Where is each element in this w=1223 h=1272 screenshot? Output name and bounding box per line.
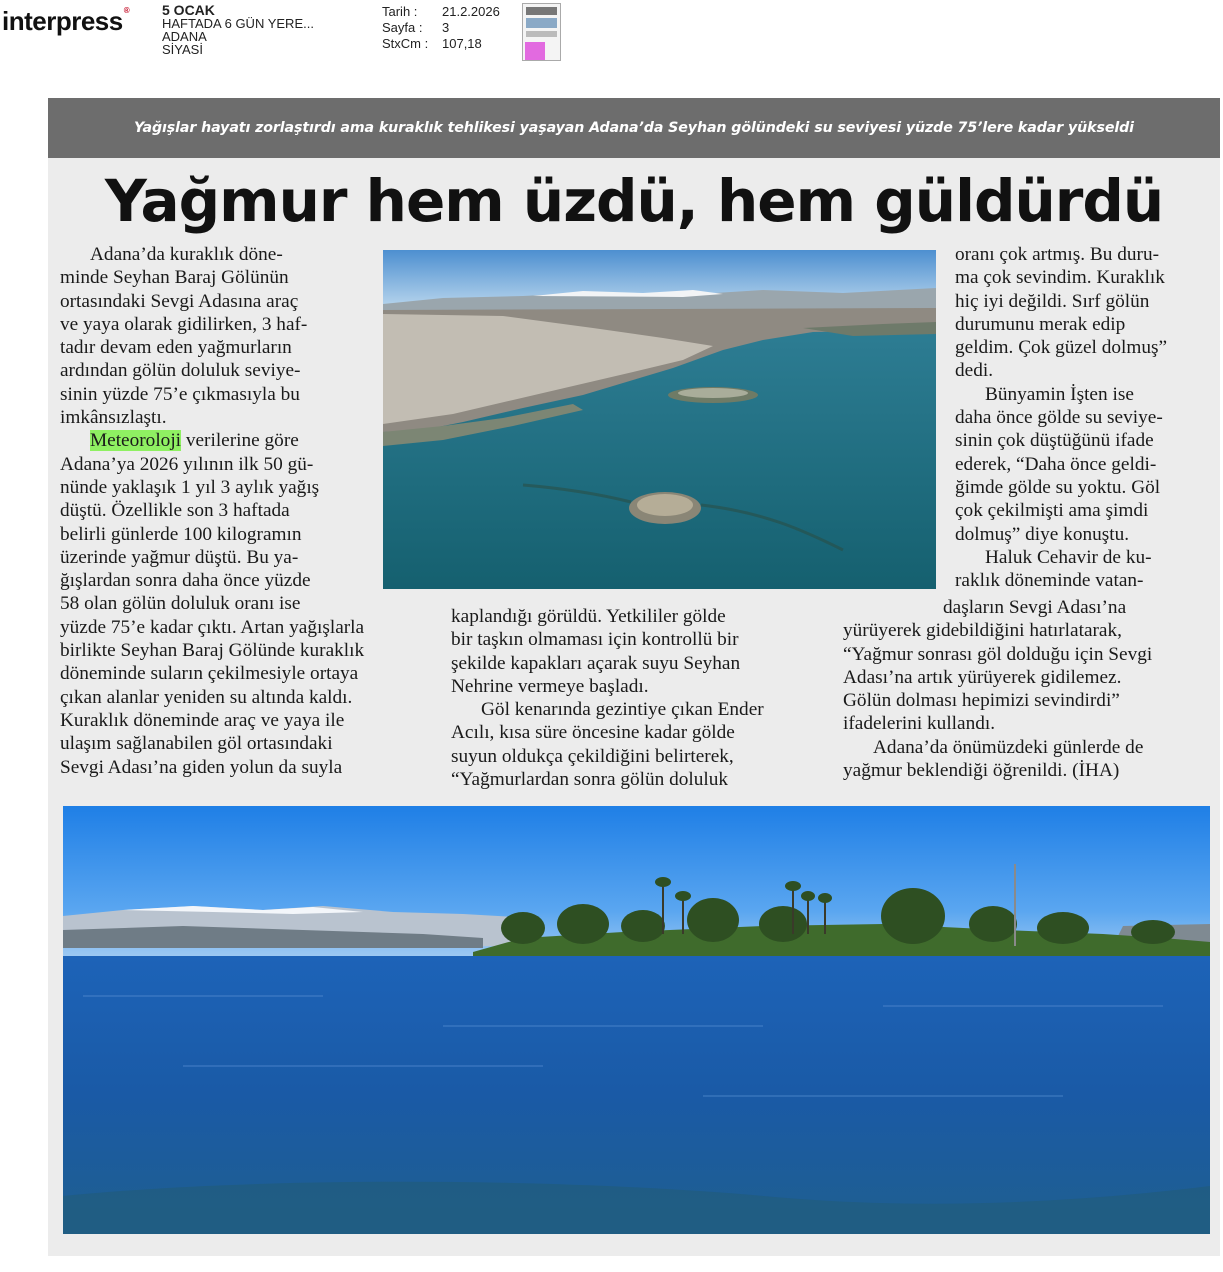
body-line: ma çok sevindim. Kuraklık: [955, 267, 1165, 289]
body-line: bir taşkın olmaması için kontrollü bir: [451, 629, 739, 651]
publication-name: 5 OCAK: [162, 2, 215, 18]
body-line: suyun oldukça çekildiğini belirterek,: [451, 745, 734, 767]
aerial-lake-photo: [383, 250, 936, 589]
body-line: imkânsızlaştı.: [60, 407, 167, 429]
issue-title: HAFTADA 6 GÜN YERE...: [162, 16, 314, 31]
field-stxcm: StxCm : 107,18: [382, 36, 482, 51]
body-line: çok çekilmişti ama şimdi: [955, 500, 1149, 522]
body-line: sinin çok düştüğünü ifade: [955, 430, 1154, 452]
body-line: geldim. Çok güzel dolmuş”: [955, 337, 1168, 359]
clipping-fields: [382, 4, 500, 52]
body-line: ifadelerini kullandı.: [843, 713, 996, 735]
body-line: daha önce gölde su seviye-: [955, 407, 1163, 429]
body-line: düştü. Özellikle son 3 haftada: [60, 500, 290, 522]
body-line: Adana’ya 2026 yılının ilk 50 gü-: [60, 453, 314, 475]
body-line: ardından gölün doluluk seviye-: [60, 360, 301, 382]
body-line: oranı çok artmış. Bu duru-: [955, 244, 1160, 265]
field-date: Tarih : 21.2.2026: [382, 4, 500, 19]
body-line: Gölün dolması hepimizi sevindirdi”: [843, 690, 1120, 712]
body-line: hiç iyi değildi. Sırf gölün: [955, 290, 1150, 312]
body-line: şekilde kapakları açarak suyu Seyhan: [451, 652, 741, 674]
body-line: Meteoroloji verilerine göre: [90, 430, 299, 452]
body-line: Göl kenarında gezintiye çıkan Ender: [481, 699, 764, 721]
body-line: dolmuş” diye konuştu.: [955, 523, 1130, 545]
body-line: ğimde gölde su yoktu. Göl: [955, 476, 1161, 498]
body-line: belirli günlerde 100 kilogramın: [60, 523, 302, 545]
body-line: raklık döneminde vatan-: [955, 570, 1144, 592]
body-line: Adana’da önümüzdeki günlerde de: [873, 736, 1144, 758]
body-column-3-top: [955, 243, 1167, 592]
body-line: Adana’da kuraklık döne-: [90, 244, 283, 265]
interpress-logo: interpress®: [2, 6, 130, 36]
body-column-1: [60, 243, 364, 779]
body-line: ortasındaki Sevgi Adasına araç: [60, 290, 299, 312]
lake-panorama-photo: [63, 806, 1210, 1234]
body-column-3-bottom: [843, 596, 1152, 782]
body-line: ederek, “Daha önce geldi-: [955, 453, 1157, 475]
body-line: Sevgi Adası’na giden yolun da suyla: [60, 756, 343, 778]
body-column-2: [451, 605, 764, 791]
body-line: “Yağmurlardan sonra gölün doluluk: [451, 769, 729, 791]
body-line: ğışlardan sonra daha önce yüzde: [60, 570, 311, 592]
body-line: Acılı, kısa süre öncesine kadar gölde: [451, 722, 735, 744]
body-line: döneminde suların çekilmesiyle ortaya: [60, 663, 359, 685]
city: ADANA: [162, 29, 207, 44]
body-line: tadır devam eden yağmurların: [60, 337, 292, 359]
body-line: ulaşım sağlanabilen göl ortasındaki: [60, 733, 333, 755]
body-line: “Yağmur sonrası göl dolduğu için Sevgi: [843, 643, 1153, 665]
body-line: daşların Sevgi Adası’na: [943, 597, 1127, 618]
body-line: minde Seyhan Baraj Gölünün: [60, 267, 289, 289]
body-line: dedi.: [955, 360, 994, 382]
body-line: yüzde 75’e kadar çıktı. Artan yağışlarla: [60, 616, 365, 638]
category: SİYASİ: [162, 42, 203, 57]
body-line: yürüyerek gidebildiğini hatırlatarak,: [843, 620, 1122, 642]
body-line: ve yaya olarak gidilirken, 3 haf-: [60, 313, 308, 335]
body-line: Bünyamin İşten ise: [985, 383, 1134, 405]
body-line: birlikte Seyhan Baraj Gölünde kuraklık: [60, 640, 365, 662]
article-deck: Yağışlar hayatı zorlaştırdı ama kuraklık tehlikesi yaşayan Adana’da Seyhan gölündeki su seviyesi yüzde 75’lere kadar yükseldi: [48, 98, 1220, 158]
body-line: durumunu merak edip: [955, 313, 1126, 335]
body-line: 58 olan gölün doluluk oranı ise: [60, 593, 301, 615]
keyword-highlight: Meteoroloji: [90, 430, 182, 452]
body-line: çıkan alanlar yeniden su altında kaldı.: [60, 686, 353, 708]
body-line: Nehrine vermeye başladı.: [451, 675, 649, 697]
clipping-info: [162, 4, 314, 56]
article-headline: Yağmur hem üzdü, hem güldürdü: [104, 167, 1164, 235]
body-line: kaplandığı görüldü. Yetkililer gölde: [451, 606, 726, 627]
body-line: yağmur beklendiği öğrenildi. (İHA): [843, 760, 1120, 782]
body-line: sinin yüzde 75’e çıkmasıyla bu: [60, 383, 300, 405]
body-line: Haluk Cehavir de ku-: [985, 546, 1152, 568]
body-line: üzerinde yağmur düştü. Bu ya-: [60, 546, 299, 568]
body-line: Kuraklık döneminde araç ve yaya ile: [60, 709, 345, 731]
body-line: nünde yaklaşık 1 yıl 3 aylık yağış: [60, 476, 320, 498]
page-thumbnail[interactable]: [522, 3, 561, 61]
field-page: Sayfa : 3: [382, 20, 450, 35]
body-line: Adası’na artık yürüyerek gidilemez.: [843, 666, 1122, 688]
